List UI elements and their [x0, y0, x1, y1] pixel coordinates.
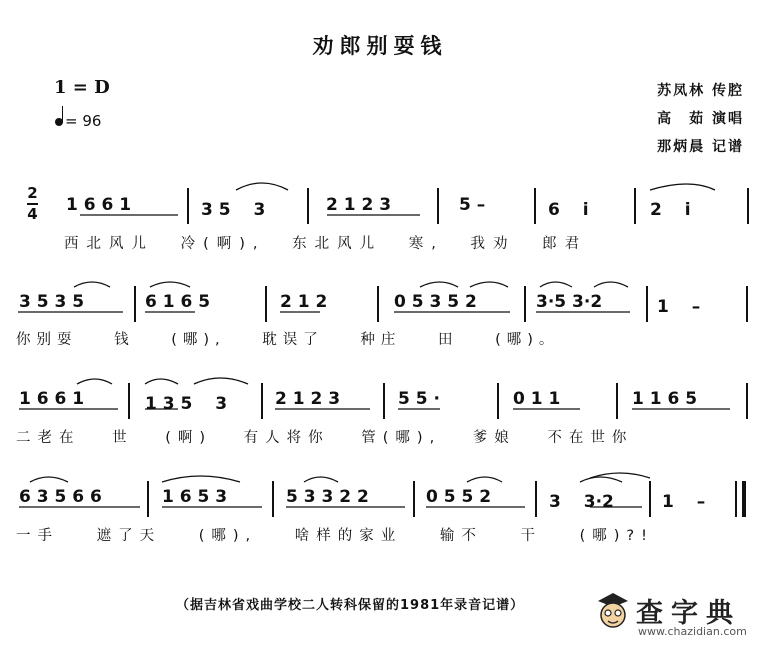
lyrics-line-3: 二老在 世 (啊) 有人将你 管(哪), 爹娘 不在世你	[16, 430, 634, 446]
slur	[162, 476, 240, 482]
measure-2-6: 1 –	[657, 297, 701, 317]
measure-3-2: 1 3 5 3	[145, 394, 228, 414]
logo-name: 查字典	[636, 598, 741, 629]
measure-3-4: 5 5 ·	[398, 389, 440, 409]
measure-1-1: 1 6 6 1	[66, 195, 132, 215]
measure-2-4: 0 5 3 5 2	[394, 292, 477, 312]
measure-1-6: 2 i	[650, 200, 691, 220]
slur	[74, 282, 110, 287]
slur	[540, 282, 572, 287]
measure-3-3: 2 1 2 3	[275, 389, 341, 409]
measure-3-5: 0 1 1	[513, 389, 561, 409]
logo-url: www.chazidian.com	[638, 625, 747, 638]
lyrics-line-1: 西北风儿 冷(啊), 东北风儿 寒, 我劝 郎君	[64, 236, 588, 252]
lyrics-line-2: 你别耍 钱 (哪), 耽误了 种庄 田 (哪)。	[16, 332, 560, 348]
measure-4-5: 3 3·2	[549, 492, 614, 512]
measure-4-3: 5 3 3 2 2	[286, 487, 369, 507]
slur	[594, 282, 628, 287]
slur	[30, 477, 68, 482]
slur	[145, 379, 178, 384]
credit-notation: 那炳晨 记谱	[657, 139, 744, 155]
measure-4-1: 6 3 5 6 6	[19, 487, 102, 507]
measure-3-1: 1 6 6 1	[19, 389, 85, 409]
slur	[470, 282, 508, 287]
measure-2-5: 3·5 3·2	[536, 292, 603, 312]
measure-1-3: 2 1 2 3	[326, 195, 392, 215]
measure-1-4: 5 –	[459, 195, 486, 215]
lyrics-line-4: 一手 遮了天 (哪), 啥样的家业 输不 干 (哪)?!	[16, 528, 654, 544]
slur	[580, 477, 622, 482]
key-signature: 1 = D	[54, 77, 110, 98]
slur	[236, 183, 288, 190]
slur	[420, 282, 458, 287]
slur	[304, 477, 338, 482]
slur	[650, 184, 715, 190]
song-title: 劝郎别耍钱	[312, 34, 448, 58]
credit-singer: 高 茹 演唱	[657, 111, 744, 127]
measure-1-5: 6 i	[548, 200, 589, 220]
measure-4-4: 0 5 5 2	[426, 487, 492, 507]
measure-1-2: 3 5 3	[201, 200, 266, 220]
measure-2-1: 3 5 3 5	[19, 292, 85, 312]
tempo-value: = 96	[65, 112, 102, 130]
slur	[194, 378, 248, 384]
measure-3-6: 1 1 6 5	[632, 389, 698, 409]
slur	[467, 477, 502, 482]
mascot-icon	[594, 591, 632, 631]
measure-4-6: 1 –	[662, 492, 706, 512]
time-signature-top: 2	[27, 184, 38, 202]
source-note: （据吉林省戏曲学校二人转科保留的1981年录音记谱）	[176, 598, 525, 613]
slur	[150, 282, 190, 287]
measure-4-2: 1 6 5 3	[162, 487, 228, 507]
watermark-logo	[592, 587, 760, 647]
credit-arranger: 苏凤林 传腔	[657, 83, 744, 99]
time-signature-bottom: 4	[27, 204, 38, 223]
measure-2-2: 6 1 6 5	[145, 292, 211, 312]
slur	[77, 379, 112, 384]
measure-2-3: 2 1 2	[280, 292, 328, 312]
